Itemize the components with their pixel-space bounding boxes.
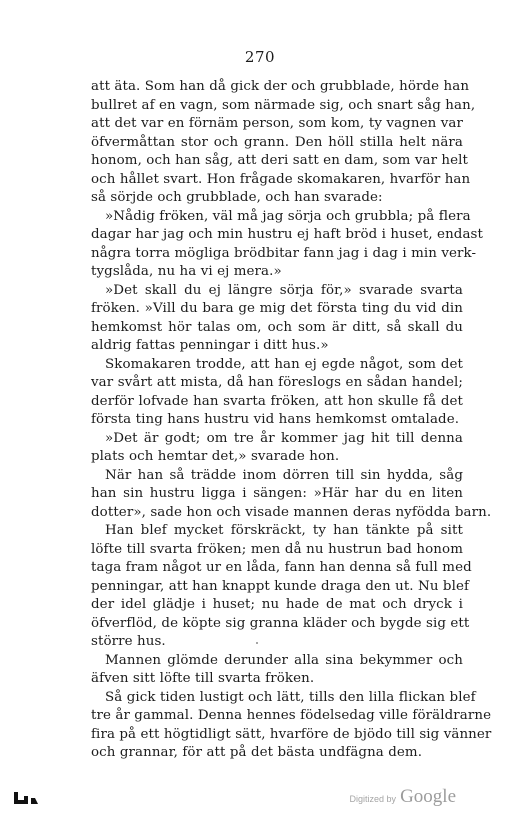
text-line: Skomakaren trodde, att han ej egde något, som det xyxy=(105,356,463,372)
text-line: honom, och han såg, att deri satt en dam, som var helt xyxy=(91,153,469,168)
text-line: löfte till svarta fröken; men då nu hustrun bad honom xyxy=(91,541,463,557)
text-line: dagar har jag och min hustru ej haft bröd i huset, endast xyxy=(91,227,484,242)
text-line: tygslåda, nu ha vi ej mera.» xyxy=(91,264,282,279)
text-line: var svårt att mista, då han föreslogs en sådan handel; xyxy=(91,375,463,390)
text-line: några torra mögliga brödbitar fann jag i dag i min verk- xyxy=(91,245,477,261)
text-line: och grannar, för att på det bästa undfägna dem. xyxy=(91,745,423,760)
text-line: öfvermåttan stor och grann. Den höll stilla helt nära xyxy=(91,134,463,150)
text-line: »Nådig fröken, väl må jag sörja och grubbla; på flera xyxy=(105,208,471,224)
text-line: Så gick tiden lustigt och lätt, tills den lilla flickan blef xyxy=(105,689,476,705)
text-line: penningar, att han knappt kunde draga den ut. Nu blef xyxy=(91,578,470,594)
text-line: större hus. xyxy=(91,634,166,649)
text-line: tre år gammal. Denna hennes födelsedag ville föräldrarne xyxy=(91,708,492,723)
text-line: taga fram något ur en låda, fann han denna så full med xyxy=(91,560,472,575)
text-line: första ting hans hustru vid hans hemkomst omtalade. xyxy=(91,412,460,427)
text-line: Mannen glömde derunder alla sina bekymmer och xyxy=(105,652,463,668)
text-line: »Det skall du ej längre sörja för,» svarade svarta xyxy=(105,282,463,298)
text-line: derför lofvade han svarta fröken, att hon skulle få det xyxy=(91,393,463,409)
page-number: 270 xyxy=(244,48,276,66)
text-line: aldrig fattas penningar i ditt hus.» xyxy=(91,338,329,353)
text-line: fröken. »Vill du bara ge mig det första ting du vid din xyxy=(91,301,463,316)
text-line: äfven sitt löfte till svarta fröken. xyxy=(91,671,315,686)
text-line: »Det är godt; om tre år kommer jag hit till denna xyxy=(105,430,463,446)
text-line: han sin hustru ligga i sängen: »Här har du en liten xyxy=(91,486,463,501)
text-line: och hållet svart. Hon frågade skomakaren, hvarför han xyxy=(91,171,471,187)
text-line: så sörjde och grubblade, och han svarade: xyxy=(91,190,383,205)
watermark-brand: Google xyxy=(400,786,456,807)
watermark-prefix: Digitized by xyxy=(349,794,397,804)
text-line: hemkomst hör talas om, och som är ditt, så skall du xyxy=(91,319,463,335)
body-text xyxy=(91,78,492,763)
digitized-watermark xyxy=(350,786,456,808)
text-line: plats och hemtar det,» svarade hon. xyxy=(91,449,340,464)
text-line: dotter», sade hon och visade mannen deras nyfödda barn. xyxy=(91,504,492,520)
text-line: att äta. Som han då gick der och grubblade, hörde han xyxy=(91,79,470,94)
scan-corner-mark xyxy=(12,786,40,806)
text-line: der idel glädje i huset; nu hade de mat och dryck i xyxy=(91,597,463,612)
text-line: öfverflöd, de köpte sig granna kläder och bygde sig ett xyxy=(91,615,470,631)
text-line: att det var en förnäm person, som kom, ty vagnen var xyxy=(91,116,463,131)
text-line: fira på ett högtidligt sätt, hvarföre de bjödo till sig vänner xyxy=(91,726,492,742)
ink-speck xyxy=(256,642,258,644)
text-line: Han blef mycket förskräckt, ty han tänkte på sitt xyxy=(105,523,463,538)
text-line: bullret af en vagn, som närmade sig, och snart såg han, xyxy=(91,97,476,113)
text-line: När han så trädde inom dörren till sin hydda, såg xyxy=(105,467,463,483)
